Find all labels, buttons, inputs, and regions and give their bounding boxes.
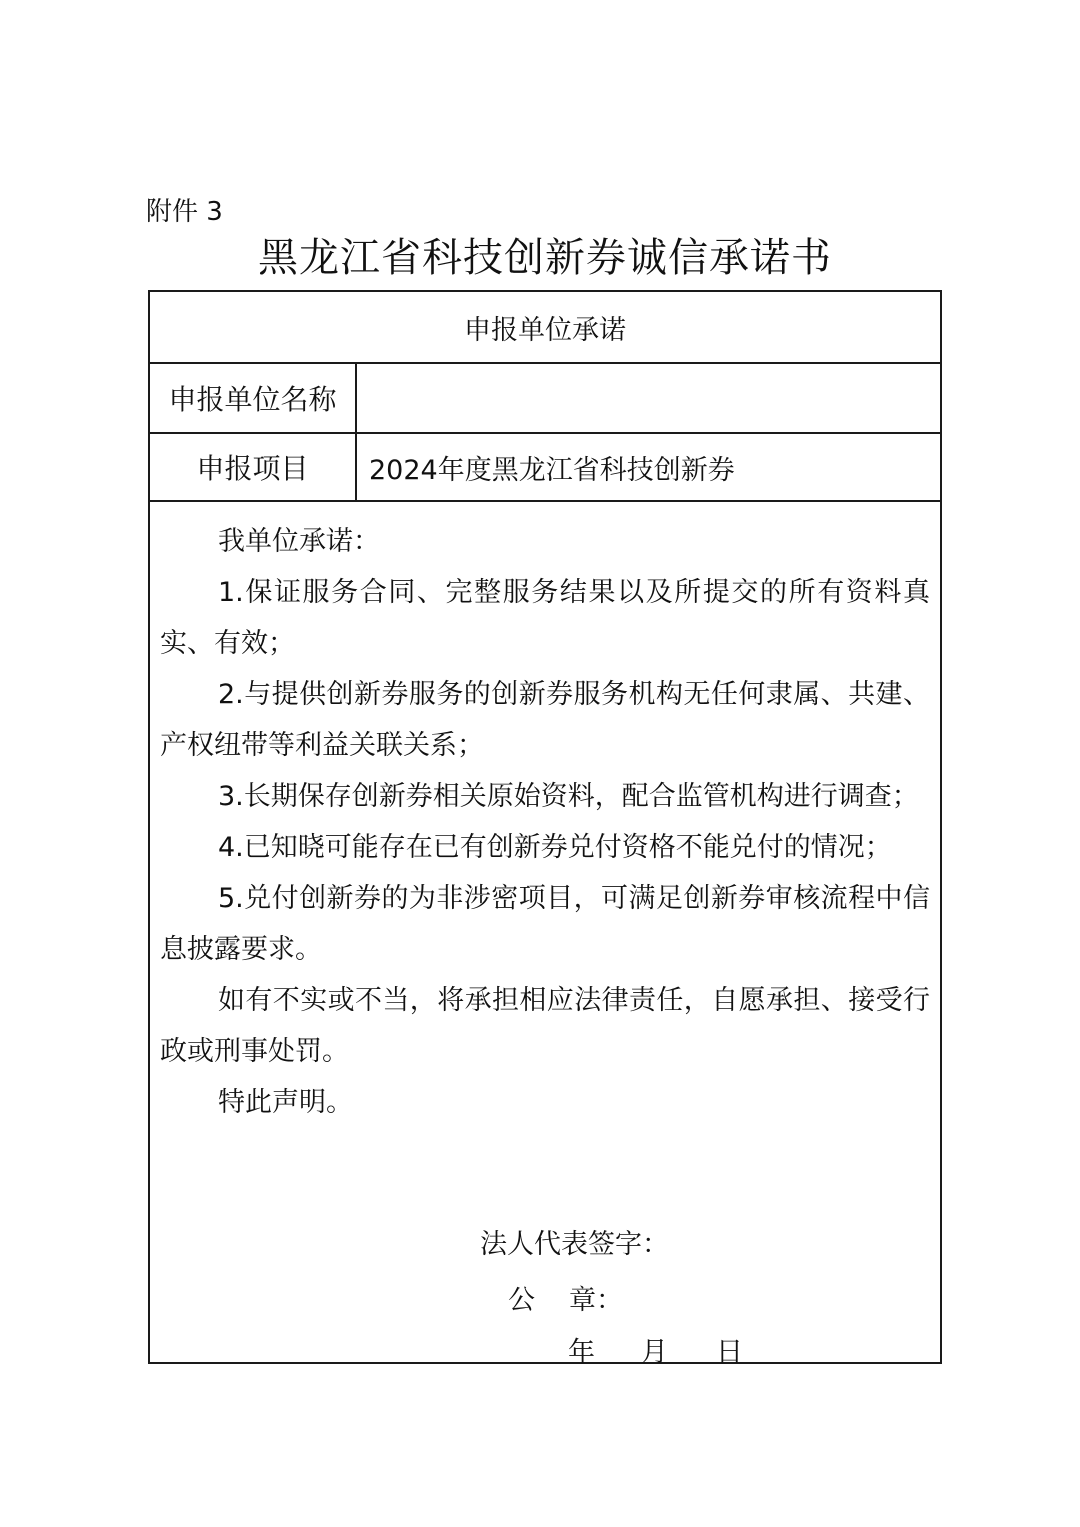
seal-char-1: 公 bbox=[508, 1285, 535, 1316]
commitment-item-2: 2.与提供创新券服务的创新券服务机构无任何隶属、共建、产权纽带等利益关联关系； bbox=[160, 679, 930, 761]
document-title: 黑龙江省科技创新券诚信承诺书 bbox=[258, 235, 832, 281]
unit-name-value[interactable] bbox=[357, 364, 940, 432]
commitment-item-1: 1.保证服务合同、完整服务结果以及所提交的所有资料真实、有效； bbox=[160, 577, 930, 659]
official-seal-label bbox=[508, 1284, 623, 1318]
date-month: 月 bbox=[641, 1337, 668, 1368]
legal-rep-signature-label: 法人代表签字： bbox=[480, 1229, 669, 1260]
unit-name-row bbox=[150, 364, 940, 434]
attachment-label: 附件 3 bbox=[146, 197, 223, 227]
date-year: 年 bbox=[568, 1337, 595, 1368]
commitment-item-5: 5.兑付创新券的为非涉密项目，可满足创新券审核流程中信息披露要求。 bbox=[160, 883, 930, 965]
project-row bbox=[150, 434, 940, 502]
date-day: 日 bbox=[716, 1337, 743, 1368]
unit-name-label: 申报单位名称 bbox=[150, 364, 357, 432]
table-header-cell: 申报单位承诺 bbox=[464, 314, 626, 346]
project-label: 申报项目 bbox=[150, 434, 357, 500]
commitment-form-table bbox=[148, 290, 942, 1368]
liability-statement: 如有不实或不当，将承担相应法律责任，自愿承担、接受行政或刑事处罚。 bbox=[160, 985, 930, 1067]
date-line bbox=[568, 1336, 743, 1370]
table-header-row bbox=[150, 292, 940, 364]
project-value: 2024年度黑龙江省科技创新券 bbox=[369, 454, 735, 486]
seal-char-2: 章： bbox=[569, 1285, 623, 1316]
signature-block bbox=[150, 1202, 940, 1368]
commitment-item-4: 4.已知晓可能存在已有创新券兑付资格不能兑付的情况； bbox=[218, 832, 892, 863]
commitment-item-3: 3.长期保存创新券相关原始资料，配合监管机构进行调查； bbox=[218, 781, 919, 812]
commitment-intro: 我单位承诺： bbox=[218, 526, 380, 557]
closing-statement: 特此声明。 bbox=[218, 1087, 353, 1118]
